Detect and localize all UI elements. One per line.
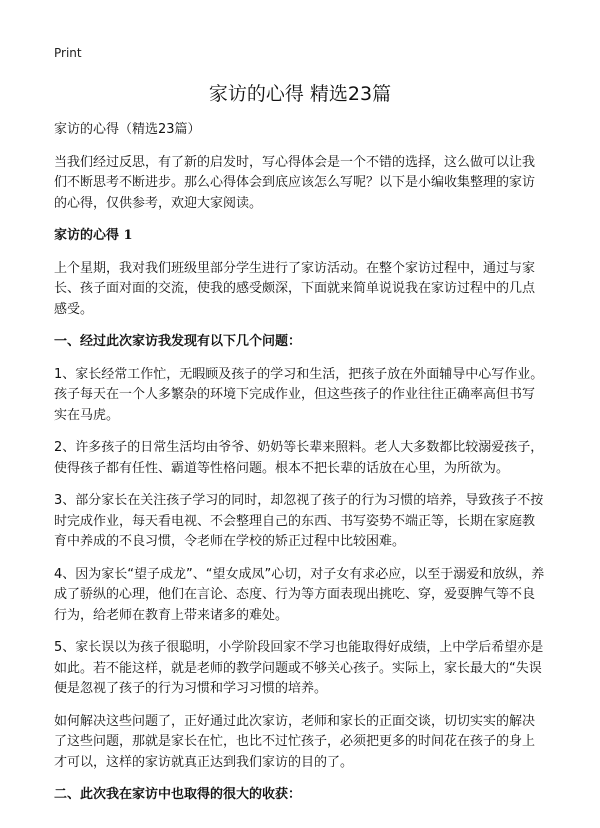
section-heading: 家访的心得 1: [54, 228, 133, 243]
intro-paragraph: 当我们经过反思，有了新的启发时，写心得体会是一个不错的选择，这么做可以让我们不断思考不断进步。那么心得体会到底应该怎么写呢？以下是小编收集整理的家访的心得，仅供参考，欢迎大家阅读。: [54, 154, 536, 211]
page-title: 家访的心得 精选23篇: [208, 83, 392, 105]
list-item: 3、部分家长在关注孩子学习的同时，却忽视了孩子的行为习惯的培养，导致孩子不按时完成作业，每天看电视、不会整理自己的东西、书写姿势不端正等，长期在家庭教育中养成的不良习惯，令老师在学校的矫正过程中比较困难。: [54, 493, 544, 549]
section-intro-paragraph: 上个星期，我对我们班级里部分学生进行了家访活动。在整个家访过程中，通过与家长、孩子面对面的交流，使我的感受颇深，下面就来简单说说我在家访过程中的几点感受。: [54, 260, 536, 317]
part-two-heading: 二、此次我在家访中也取得的很大的收获：: [54, 787, 302, 802]
document-body: [54, 120, 546, 818]
list-item: 2、许多孩子的日常生活均由爷爷、奶奶等长辈来照料。老人大多数都比较溺爱孩子，使得孩子都有任性、霸道等性格问题。根本不把长辈的话放在心里，为所欲为。: [54, 440, 544, 476]
document-subtitle: 家访的心得（精选23篇）: [54, 122, 201, 137]
list-item: 1、家长经常工作忙，无暇顾及孩子的学习和生活，把孩子放在外面辅导中心写作业。孩子每天在一个人多繁杂的环境下完成作业，但这些孩子的作业往往正确率高但书写实在马虎。: [54, 366, 544, 423]
solution-paragraph: 如何解决这些问题了，正好通过此次家访，老师和家长的正面交谈，切切实实的解决了这些问题，那就是家长在忙，也比不过忙孩子，必须把更多的时间花在孩子的身上才可以，这样的家访就真正达到我们家访的目的了。: [54, 713, 536, 770]
print-label: Print: [54, 46, 82, 60]
part-one-heading: 一、经过此次家访我发现有以下几个问题：: [54, 334, 302, 349]
list-item: 5、家长误以为孩子很聪明，小学阶段回家不学习也能取得好成绩，上中学后希望亦是如此。若不能这样，就是老师的教学问题或不够关心孩子。实际上，家长最大的“失误便是忽视了孩子的行为习惯和学习习惯的培养。: [54, 640, 544, 696]
list-item: 4、因为家长“望子成龙”、“望女成凤”心切，对子女有求必应，以至于溺爱和放纵，养成了骄纵的心理，他们在言论、态度、行为等方面表现出挑吃、穿，爱耍脾气等不良行为，给老师在教育上带来诸多的难处。: [54, 566, 545, 623]
